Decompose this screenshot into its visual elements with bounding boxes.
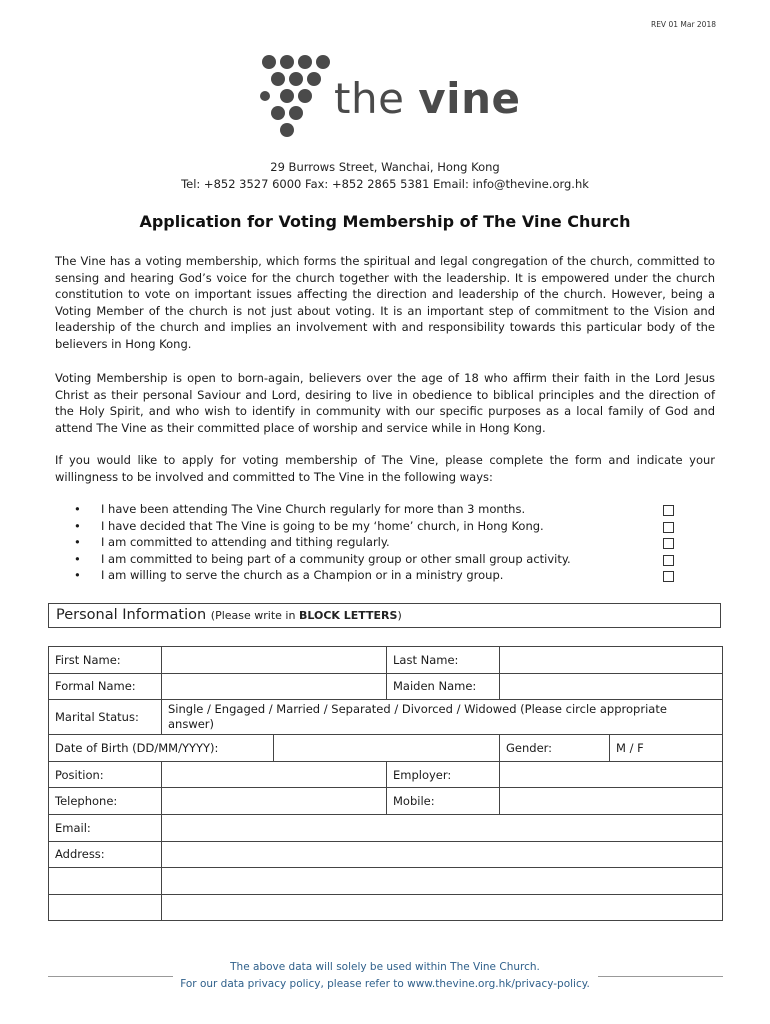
mobile-field[interactable] [500, 788, 723, 815]
commitment-text: I am committed to attending and tithing regularly. [101, 535, 390, 549]
dob-label: Date of Birth (DD/MM/YYYY): [49, 735, 274, 762]
dob-field[interactable] [274, 735, 500, 762]
commitment-item [74, 567, 679, 584]
form-row [49, 841, 723, 868]
employer-label: Employer: [387, 761, 500, 788]
intro-paragraph-3: If you would like to apply for voting membership of The Vine, please complete the form and indicate your willingness to be involved and committed to The Vine in the following ways: [55, 453, 715, 484]
form-row [49, 788, 723, 815]
personal-info-form [48, 646, 723, 921]
mobile-label: Mobile: [387, 788, 500, 815]
gender-label: Gender: [500, 735, 610, 762]
intro-paragraph-1: The Vine has a voting membership, which forms the spiritual and legal congregation of the church, committed to sensing and hearing God’s voice for the church together with the leadership. It is empowered under the church constitution to vote on important issues affecting the direction and leadership of the church. However, being a Voting Member of the church is not just about voting. It is an important step of commitment to the Vision and leadership of the church and implies an involvement with and responsibility towards this particular body of the believers in Hong Kong. [55, 254, 715, 351]
commitment-item [74, 501, 679, 518]
form-row [49, 868, 723, 895]
grape-cluster-icon [258, 54, 338, 144]
commitment-checkbox[interactable] [663, 555, 674, 566]
form-row [49, 894, 723, 921]
form-row [49, 700, 723, 735]
telephone-label: Telephone: [49, 788, 162, 815]
bullet-icon: • [74, 551, 81, 566]
bullet-icon: • [74, 535, 81, 549]
commitment-checkbox[interactable] [663, 538, 674, 549]
form-row [49, 735, 723, 762]
address-blank-label [49, 868, 162, 895]
commitment-item [74, 534, 679, 551]
church-address [0, 159, 770, 193]
commitment-list [74, 501, 679, 584]
last-name-label: Last Name: [387, 647, 500, 674]
formal-name-field[interactable] [162, 673, 387, 700]
position-field[interactable] [162, 761, 387, 788]
commitment-text: I have been attending The Vine Church regularly for more than 3 months. [101, 502, 526, 516]
email-field[interactable] [162, 814, 723, 841]
maiden-name-label: Maiden Name: [387, 673, 500, 700]
first-name-label: First Name: [49, 647, 162, 674]
logo-wordmark: the vine [334, 74, 521, 123]
footer-data-notice: The above data will solely be used within The Vine Church. [230, 961, 540, 973]
address-line: 29 Burrows Street, Wanchai, Hong Kong [270, 160, 500, 174]
bullet-icon: • [74, 502, 81, 516]
address-blank-label [49, 894, 162, 921]
section-note-prefix: (Please write in [210, 609, 299, 622]
commitment-text: I am willing to serve the church as a Champion or in a ministry group. [101, 568, 504, 582]
intro-paragraph-2: Voting Membership is open to born-again, believers over the age of 18 who affirm their faith in the Lord Jesus Christ as their personal Saviour and Lord, desiring to live in obedience to biblical principles and the direction of the Holy Spirit, and who wish to identify in community with our specific purposes as a local family of God and attend The Vine as their committed place of worship and service while in Hong Kong. [55, 371, 715, 435]
section-title: Personal Information [56, 607, 207, 623]
address-field-line-3[interactable] [162, 894, 723, 921]
email-label: Email: [49, 814, 162, 841]
commitment-checkbox[interactable] [663, 505, 674, 516]
commitment-text: I am committed to being part of a community group or other small group activity. [101, 551, 571, 566]
telephone-field[interactable] [162, 788, 387, 815]
position-label: Position: [49, 761, 162, 788]
page-title: Application for Voting Membership of The Vine Church [139, 212, 631, 231]
bullet-icon: • [74, 568, 81, 582]
address-label: Address: [49, 841, 162, 868]
form-row [49, 761, 723, 788]
marital-status-label: Marital Status: [49, 700, 162, 735]
commitment-item [74, 518, 679, 535]
address-field-line-1[interactable] [162, 841, 723, 868]
employer-field[interactable] [500, 761, 723, 788]
form-row [49, 673, 723, 700]
commitment-checkbox[interactable] [663, 522, 674, 533]
last-name-field[interactable] [500, 647, 723, 674]
the-vine-logo [258, 54, 521, 144]
revision-label: REV 01 Mar 2018 [650, 20, 716, 29]
contact-line: Tel: +852 3527 6000 Fax: +852 2865 5381 Email: info@thevine.org.hk [181, 177, 589, 191]
footer-privacy-link[interactable]: For our data privacy policy, please refer to www.thevine.org.hk/privacy-policy. [180, 978, 590, 990]
form-row [49, 814, 723, 841]
footer-divider-right [598, 976, 723, 977]
maiden-name-field[interactable] [500, 673, 723, 700]
section-note-suffix: ) [397, 609, 402, 622]
footer-divider-left [48, 976, 173, 977]
marital-status-options[interactable]: Single / Engaged / Married / Separated / Divorced / Widowed (Please circle appropriate answer) [162, 700, 723, 735]
bullet-icon: • [74, 518, 81, 533]
section-note-bold: BLOCK LETTERS [298, 609, 398, 622]
commitment-item [74, 551, 679, 568]
gender-options[interactable]: M / F [610, 735, 723, 762]
personal-info-heading [48, 603, 721, 628]
first-name-field[interactable] [162, 647, 387, 674]
formal-name-label: Formal Name: [49, 673, 162, 700]
address-field-line-2[interactable] [162, 868, 723, 895]
commitment-text: I have decided that The Vine is going to be my ‘home’ church, in Hong Kong. [101, 518, 544, 533]
form-row [49, 647, 723, 674]
commitment-checkbox[interactable] [663, 571, 674, 582]
